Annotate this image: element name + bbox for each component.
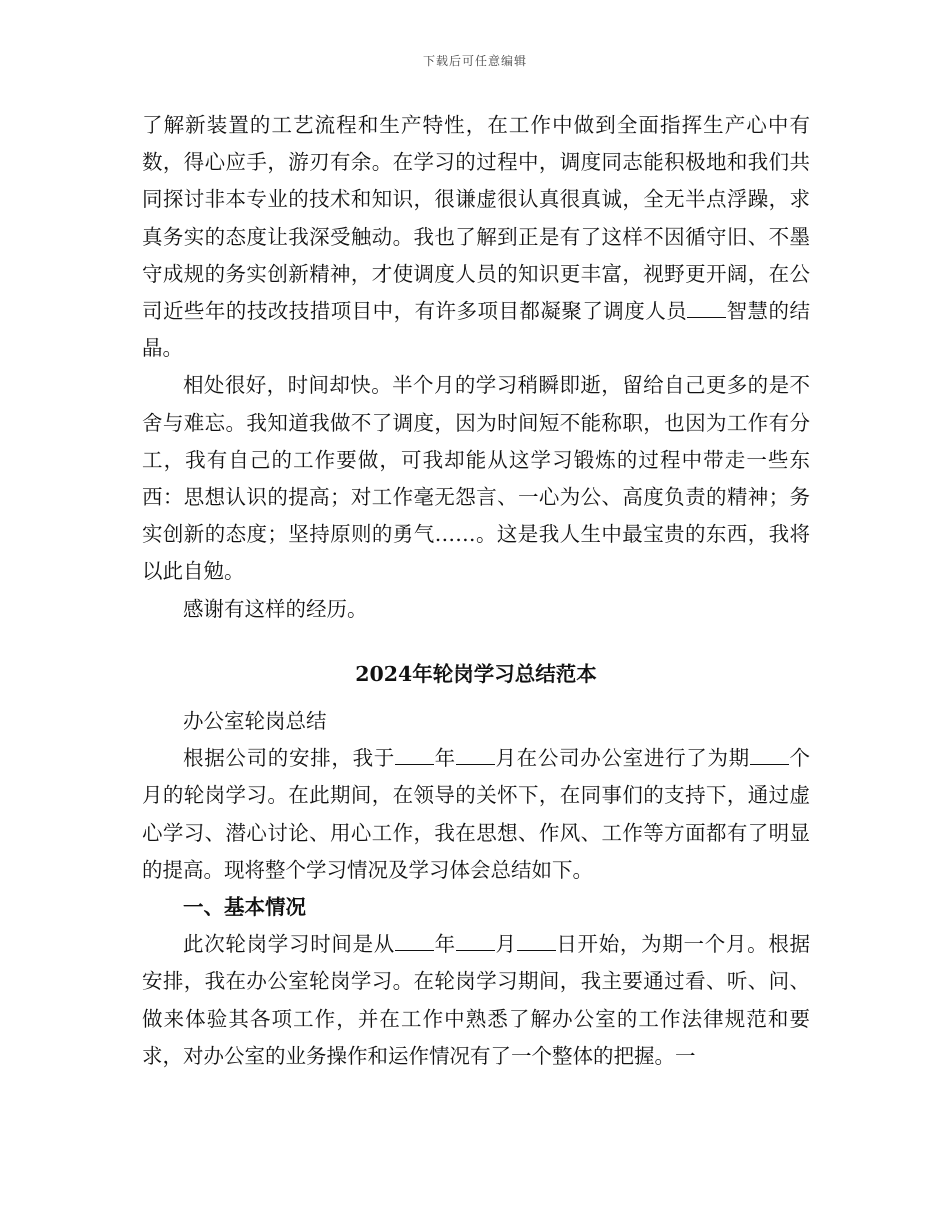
document-body <box>142 107 810 1075</box>
text-run: 年 <box>433 932 456 957</box>
fill-in-blank <box>687 297 726 319</box>
text-run: 个月的轮岗学习。在此期间，在领导的关怀下，在同事们的支持下，通过虚心学习、潜心讨论、用心工作，我在思想、作风、工作等方面都有了明显的提高。现将整个学习情况及学习体会总结如下。 <box>142 746 811 882</box>
text-run: 了解新装置的工艺流程和生产特性，在工作中做到全面指挥生产心中有数，得心应手，游刃有余。在学习的过程中，调度同志能积极地和我们共同探讨非本专业的技术和知识，很谦虚很认真很真诚，全无半点浮躁，求真务实的态度让我深受触动。我也了解到正是有了这样不因循守旧、不墨守成规的务实创新精神，才使调度人员的知识更丰富，视野更开阔，在公司近些年的技改技措项目中，有许多项目都凝聚了调度人员 <box>142 113 810 324</box>
paragraph: 相处很好，时间却快。半个月的学习稍瞬即逝，留给自己更多的是不舍与难忘。我知道我做不了调度，因为时间短不能称职，也因为工作有分工，我有自己的工作要做，可我却能从这学习锻炼的过程中带走一些东西：思想认识的提高；对工作毫无怨言、一心为公、高度负责的精神；务实创新的态度；坚持原则的勇气……。这是我人生中最宝贵的东西，我将以此自勉。 <box>142 373 810 584</box>
paragraph: 感谢有这样的经历。 <box>183 596 368 621</box>
section-heading: 一、基本情况 <box>183 895 306 920</box>
text-run: 智慧的结晶。 <box>142 299 810 361</box>
text-run: 年 <box>433 746 456 771</box>
fill-in-blank <box>395 930 434 952</box>
text-run: 根据公司的安排，我于 <box>183 746 395 771</box>
text-run: 月在公司办公室进行了为期 <box>494 746 750 771</box>
text-run: 此次轮岗学习时间是从 <box>183 932 395 957</box>
page-header: 下载后可任意编辑 <box>422 54 527 68</box>
fill-in-blank <box>517 930 556 952</box>
paragraph <box>142 740 810 889</box>
document-title: 2024年轮岗学习总结范本 <box>355 661 597 686</box>
fill-in-blank <box>456 930 495 952</box>
fill-in-blank <box>456 744 495 766</box>
document-subtitle: 办公室轮岗总结 <box>183 709 327 734</box>
text-run: 月 <box>494 932 517 957</box>
fill-in-blank <box>395 744 434 766</box>
text-run: 日开始，为期一个月。根据安排，我在办公室轮岗学习。在轮岗学习期间，我主要通过看、听、问、做来体验其各项工作，并在工作中熟悉了解办公室的工作法律规范和要求，对办公室的业务操作和运作情况有了一个整体的把握。一 <box>142 932 811 1068</box>
paragraph-continued <box>142 107 810 367</box>
fill-in-blank <box>750 744 789 766</box>
paragraph <box>142 926 810 1075</box>
